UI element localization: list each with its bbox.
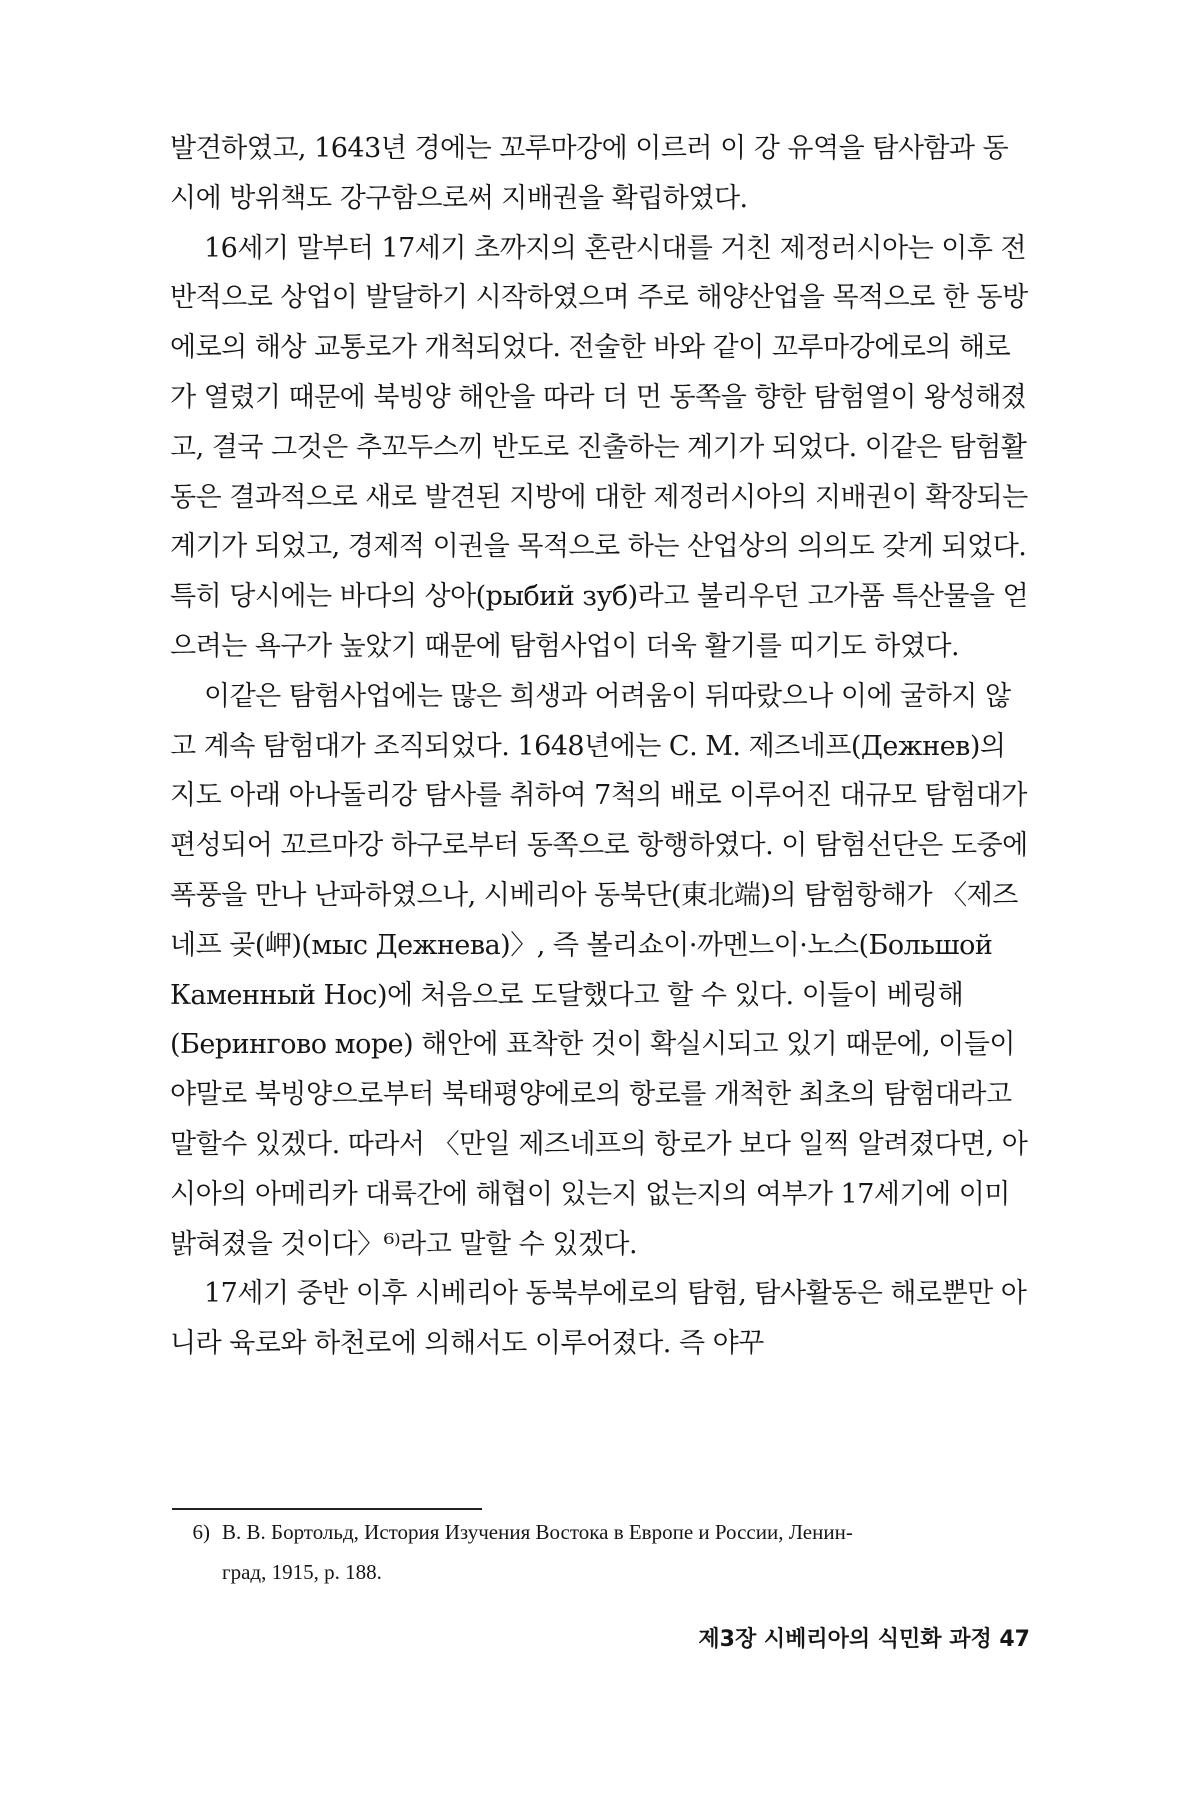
footnote [170, 1512, 1030, 1592]
footnote-divider [172, 1508, 482, 1510]
footnote-line-2: град, 1915, p. 188. [222, 1560, 382, 1584]
paragraph-2: 16세기 말부터 17세기 초까지의 혼란시대를 거친 제정러시아는 이후 전반적으로 상업이 발달하기 시작하였으며 주로 해양산업을 목적으로 한 동방에로의 해상 교통로가 개척되었다. 전술한 바와 같이 꼬루마강에로의 해로가 열렸기 때문에 북빙양 해안을 따라 더 먼 동쪽을 향한 탐험열이 왕성해졌고, 결국 그것은 추꼬두스끼 반도로 진출하는 계기가 되었다. 이같은 탐험활동은 결과적으로 새로 발견된 지방에 대한 제정러시아의 지배권이 확장되는 계기가 되었고, 경제적 이권을 목적으로 하는 산업상의 의의도 갖게 되었다. 특히 당시에는 바다의 상아(рыбий зуб)라고 불리우던 고가품 특산물을 얻으려는 욕구가 높았기 때문에 탐험사업이 더욱 활기를 띠기도 하였다. [170, 232, 1029, 662]
paragraph-1: 발견하였고, 1643년 경에는 꼬루마강에 이르러 이 강 유역을 탐사함과 동시에 방위책도 강구함으로써 지배권을 확립하였다. [170, 133, 1009, 214]
running-footer: 제3장 시베리아의 식민화 과정 47 [698, 1627, 1030, 1652]
footnote-line-1 [170, 1512, 1030, 1552]
footnote-number: 6) [192, 1520, 210, 1544]
paragraph-4: 17세기 중반 이후 시베리아 동북부에로의 탐험, 탐사활동은 해로뿐만 아니라 육로와 하천로에 의해서도 이루어졌다. 즉 야꾸 [170, 1278, 1027, 1360]
body-text [170, 124, 1030, 1369]
paragraph-3: 이같은 탐험사업에는 많은 희생과 어려움이 뒤따랐으나 이에 굴하지 않고 계속 탐험대가 조직되었다. 1648년에는 С. М. 제즈네프(Дежнев)의 지도 아래 아나돌리강 탐사를 취하여 7척의 배로 이루어진 대규모 탐험대가 편성되어 꼬르마강 하구로부터 동쪽으로 항행하였다. 이 탐험선단은 도중에 폭풍을 만나 난파하였으나, 시베리아 동북단(東北端)의 탐험항해가 〈제즈네프 곶(岬)(мыс Дежнева)〉, 즉 볼리쇼이·까멘느이·노스(Большой Каменный Нос)에 처음으로 도달했다고 할 수 있다. 이들이 베링해(Берингово море) 해안에 표착한 것이 확실시되고 있기 때문에, 이들이야말로 북빙양으로부터 북태평양에로의 항로를 개척한 최초의 탐험대라고 말할수 있겠다. 따라서 〈만일 제즈네프의 항로가 보다 일찍 알려졌다면, 아시아의 아메리카 대륙간에 해협이 있는지 없는지의 여부가 17세기에 이미 밝혀졌을 것이다〉⁶⁾라고 말할 수 있겠다. [170, 680, 1028, 1260]
footnote-text-1: В. В. Бортольд, История Изучения Востока в Европе и России, Ленин- [222, 1520, 853, 1544]
